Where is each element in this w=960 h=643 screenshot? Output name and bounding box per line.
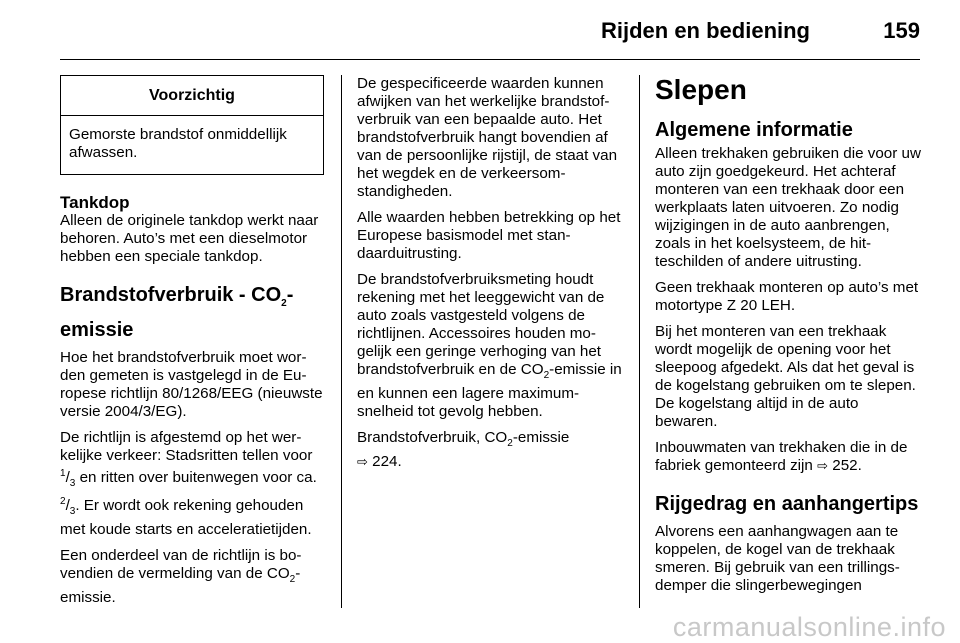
- watermark: carmanualsonline.info: [672, 612, 946, 642]
- tankdop-text: Alleen de originele tankdop werkt naar behoren. Auto’s met een dieselmotor hebben een speciale tankdop.: [60, 212, 319, 265]
- algemeen-paragraph-4: Inbouwmaten van trekhaken die in de fabriek gemonteerd zijn ⇨ 252.: [655, 439, 908, 474]
- algemeen-paragraph-1: Alleen trekhaken gebruiken die voor uw auto zijn goedgekeurd. Het achteraf monteren van een trekhaak door een werkplaats laten uitvoeren. Zo nodig wijzigingen in de auto aanbrengen, zoals in het koelsysteem, de hitteschilden of andere uitrusting.: [655, 145, 921, 270]
- co2-paragraph-2: De richtlijn is afgestemd op het werkelijke verkeer: Stadsritten tellen voor $^1/_3$ en ritten over buitenwegen voor ca. $^2/_3$. Er wordt ook rekening gehouden met koude starts en acceleratietijden.: [60, 429, 317, 539]
- algemeen-heading: Algemene informatie: [655, 119, 853, 141]
- caution-title: Voorzichtig: [61, 76, 323, 116]
- rijgedrag-heading: Rijgedrag en aanhangertips: [655, 493, 919, 515]
- col2-paragraph-3: De brandstofverbruiksmeting houdt rekening met het leeggewicht van de auto zoals vastgesteld volgens de richtlijnen. Accessoires houden mogelijk een geringe verhoging van het brandstofverbruik en de $CO_2$-emissie in en kunnen een lagere maximumsnelheid tot gevolg hebben.: [357, 271, 622, 421]
- header-rule: [60, 59, 920, 60]
- algemeen-paragraph-2: Geen trekhaak monteren op auto’s met motortype Z 20 LEH.: [655, 279, 919, 314]
- running-header: Rijden en bediening: [600, 18, 810, 43]
- caution-box: [60, 75, 324, 175]
- col2-paragraph-4: Brandstofverbruik, $CO_2$-emissie ⇨ 224.: [357, 429, 570, 471]
- page-number: 159: [883, 18, 920, 43]
- column-divider: [639, 75, 640, 608]
- co2-paragraph-3: Een onderdeel van de richtlijn is bovendien de vermelding van de $CO_2$-emissie.: [60, 547, 302, 607]
- column-2: [357, 75, 625, 479]
- tankdop-heading: Tankdop: [60, 193, 130, 212]
- col2-paragraph-1: De gespecificeerde waarden kunnen afwijken van het werkelijke brandstofverbruik van een bepaalde auto. Het brandstofverbruik hangt bovendien af van de persoonlijke rijstijl, de staat van het wegdek en de verkeersomstandigheden.: [357, 75, 618, 200]
- column-1: [60, 75, 324, 615]
- page-reference-arrow-icon: ⇨: [357, 454, 368, 470]
- algemeen-paragraph-3: Bij het monteren van een trekhaak wordt mogelijk de opening voor het sleepoog afgedekt. Als dat het geval is de kogelstang gebruiken om te slepen. De kogelstang altijd in de auto bewaren.: [655, 323, 916, 430]
- page-reference-link[interactable]: 224.: [372, 453, 402, 471]
- co2-heading: Brandstofverbruik - $CO_2$-emissie: [60, 284, 294, 341]
- caution-text: Gemorste brandstof onmiddellijk afwassen.: [69, 126, 287, 161]
- rijgedrag-paragraph-1: Alvorens een aanhangwagen aan te koppelen, de kogel van de trekhaak smeren. Bij gebruik van een trillingsdemper die slingerbewegingen: [655, 523, 900, 594]
- co2-paragraph-1: Hoe het brandstofverbruik moet worden gemeten is vastgelegd in de Europese richtlijn 80/1268/EEG (nieuwste versie 2004/3/EG).: [60, 349, 323, 420]
- page-reference-link[interactable]: 252.: [832, 457, 862, 474]
- column-3: [655, 75, 921, 603]
- col2-paragraph-2: Alle waarden hebben betrekking op het Europese basismodel met standaarduitrusting.: [357, 209, 621, 262]
- page-reference-arrow-icon: ⇨: [817, 458, 829, 473]
- section-title: Slepen: [655, 74, 747, 105]
- column-divider: [341, 75, 342, 608]
